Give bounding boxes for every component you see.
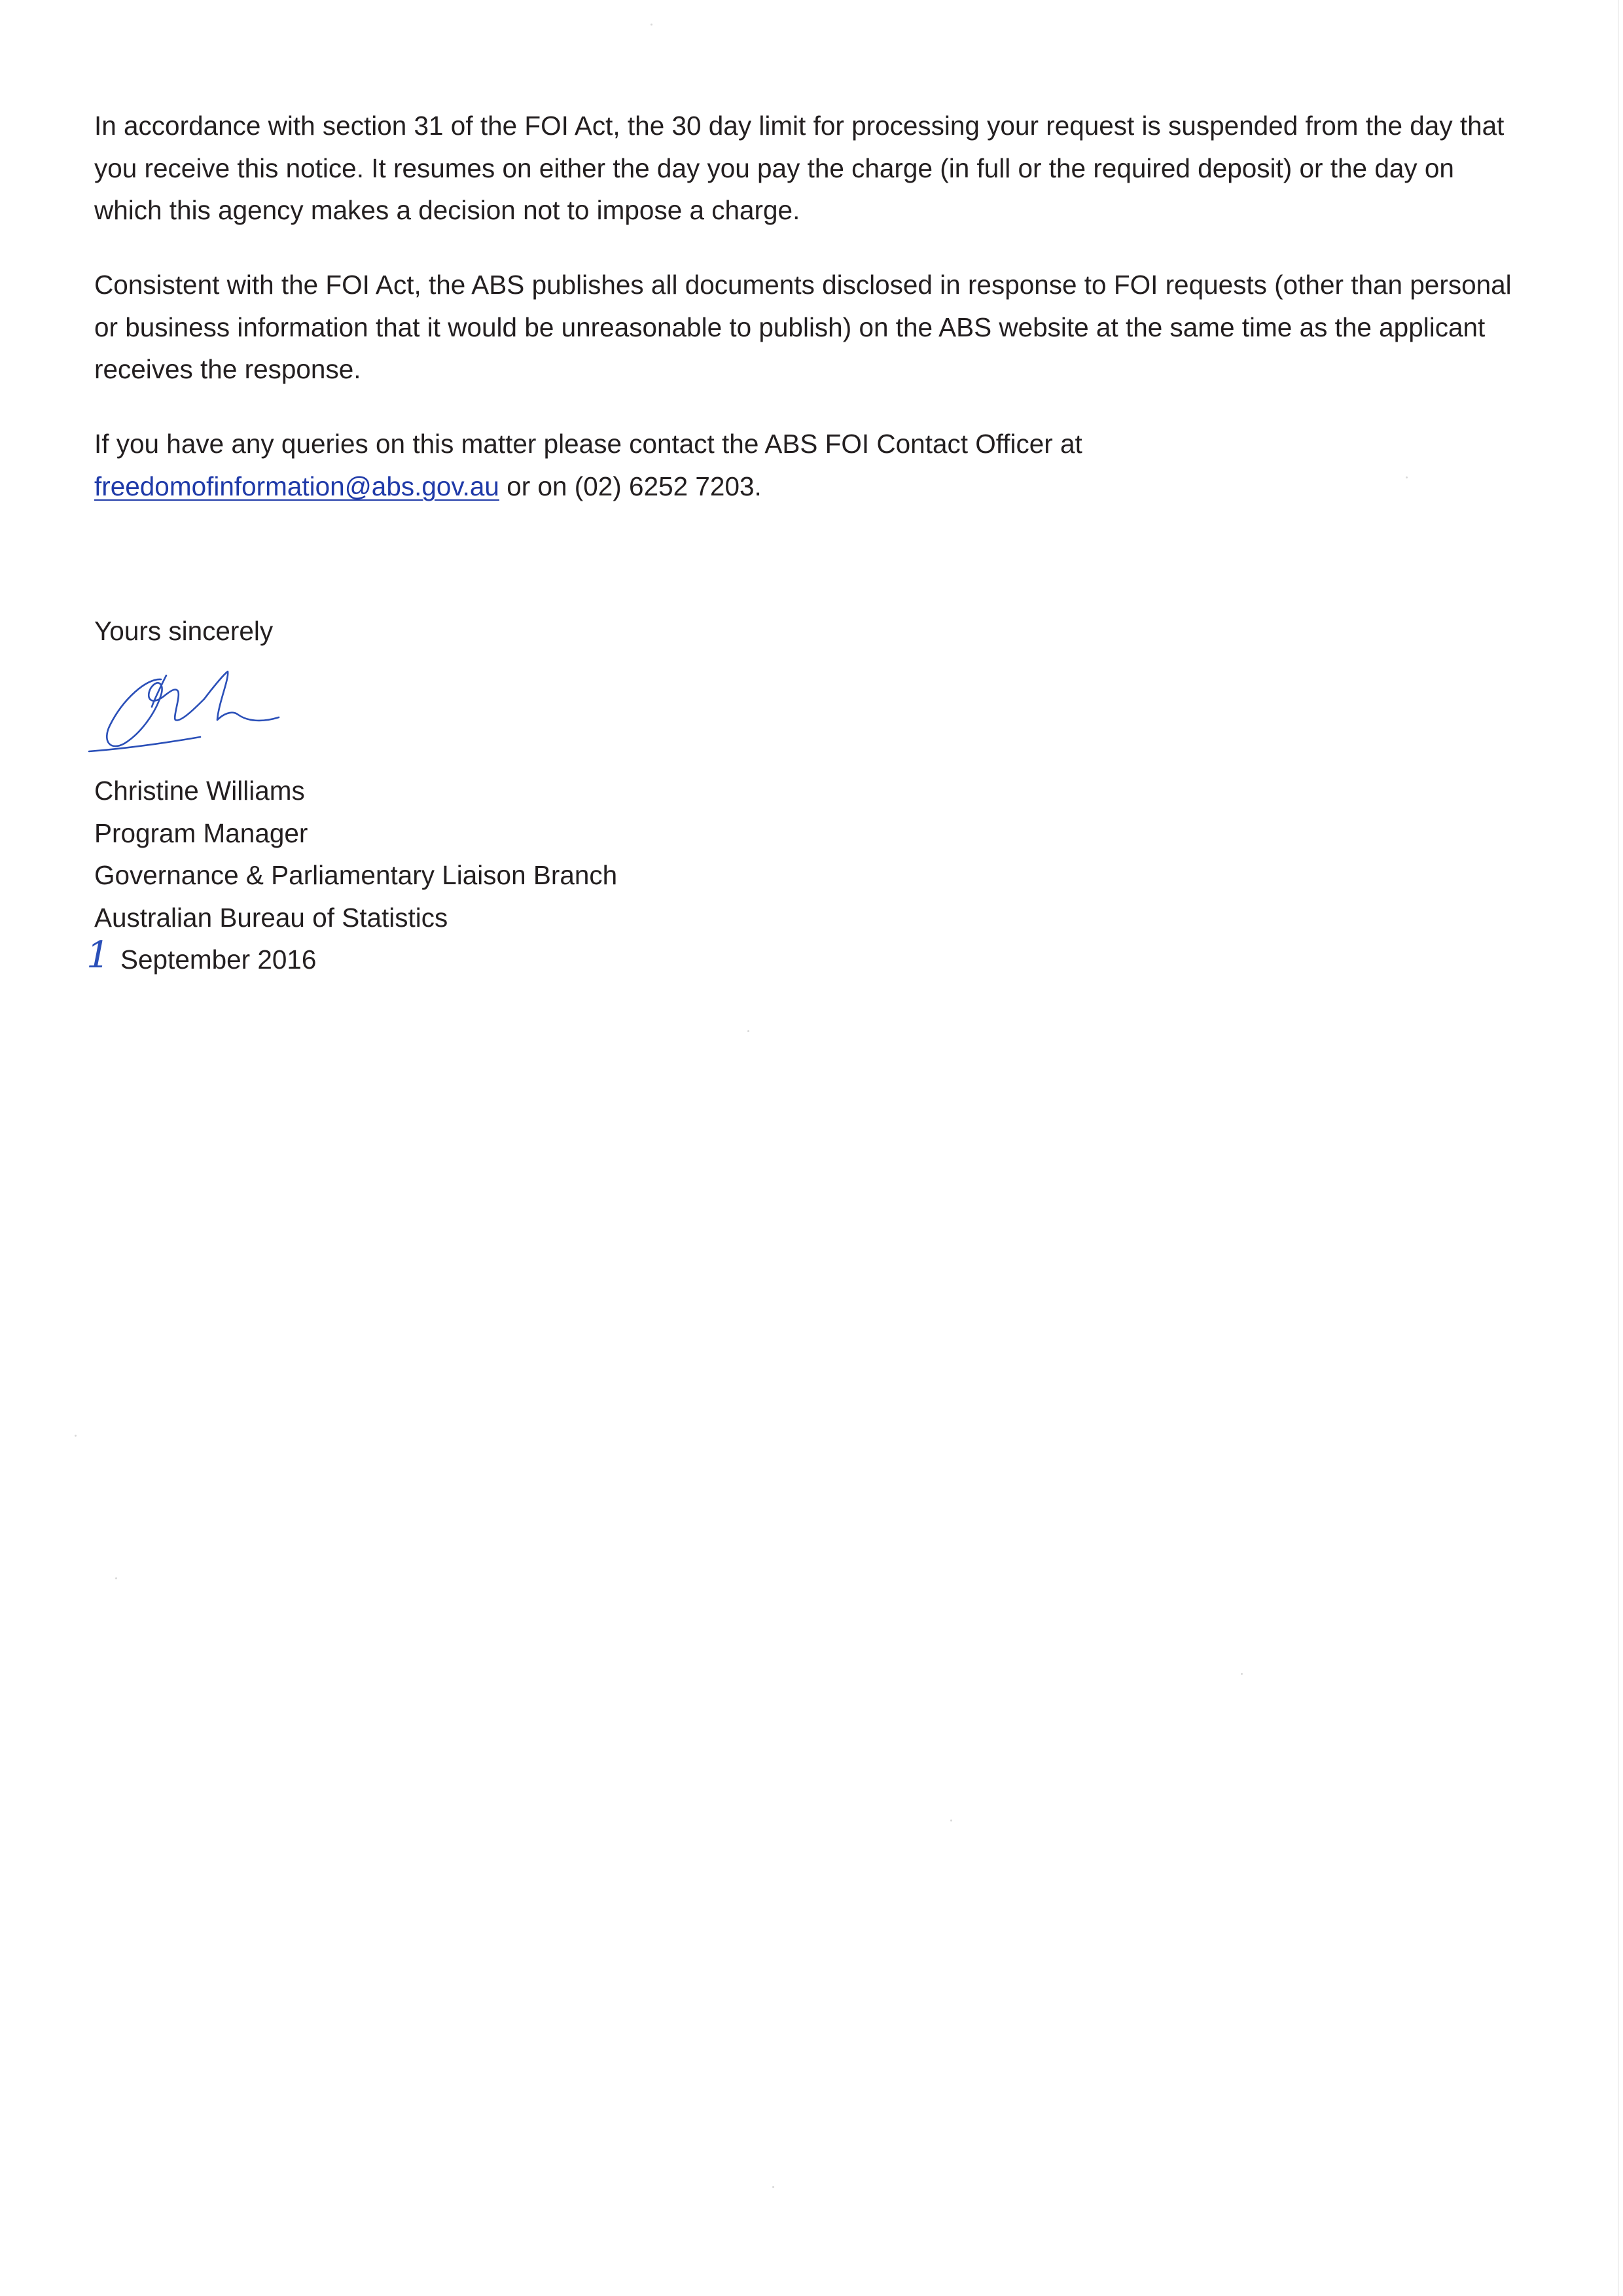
handwritten-day: 1 xyxy=(86,934,110,977)
signatory-name: Christine Williams xyxy=(94,776,305,806)
date-month-year: September 2016 xyxy=(120,944,317,975)
contact-email-link[interactable]: freedomofinformation@abs.gov.au xyxy=(94,471,499,501)
scan-speck xyxy=(115,1577,117,1579)
contact-intro: If you have any queries on this matter please contact the ABS FOI Contact Officer at xyxy=(94,429,1082,459)
letter-date xyxy=(86,934,617,981)
signatory-branch: Governance & Parliamentary Liaison Branch xyxy=(94,860,618,891)
contact-phone: or on (02) 6252 7203. xyxy=(499,471,762,501)
signature-block xyxy=(86,770,618,981)
signatory-title: Program Manager xyxy=(94,817,308,848)
paragraph-publication-policy: Consistent with the FOI Act, the ABS publishes all documents disclosed in response to FOI requests (other than personal or business information that it would be unreasonable to publish) on the ABS website at the same time as the applicant receives the response. xyxy=(94,270,1512,384)
handwritten-signature xyxy=(84,660,306,764)
scan-speck xyxy=(1241,1673,1243,1675)
scan-speck xyxy=(747,1030,749,1032)
paragraph-processing-limit: In accordance with section 31 of the FOI Act, the 30 day limit for processing your request is suspended from the day that you receive this notice. It resumes on either the day you pay the charge (in full or the required deposit) or the day on which this agency makes a decision not to impose a charge. xyxy=(94,111,1505,225)
paragraph-contact xyxy=(94,423,1514,507)
scan-speck xyxy=(772,2186,774,2188)
scan-edge xyxy=(1618,0,1619,2296)
scan-speck xyxy=(75,1435,77,1437)
scan-speck xyxy=(1406,476,1408,478)
scan-speck xyxy=(950,1820,952,1821)
scan-speck xyxy=(651,24,652,26)
signatory-organisation: Australian Bureau of Statistics xyxy=(94,902,448,933)
closing-salutation: Yours sincerely xyxy=(94,616,274,646)
